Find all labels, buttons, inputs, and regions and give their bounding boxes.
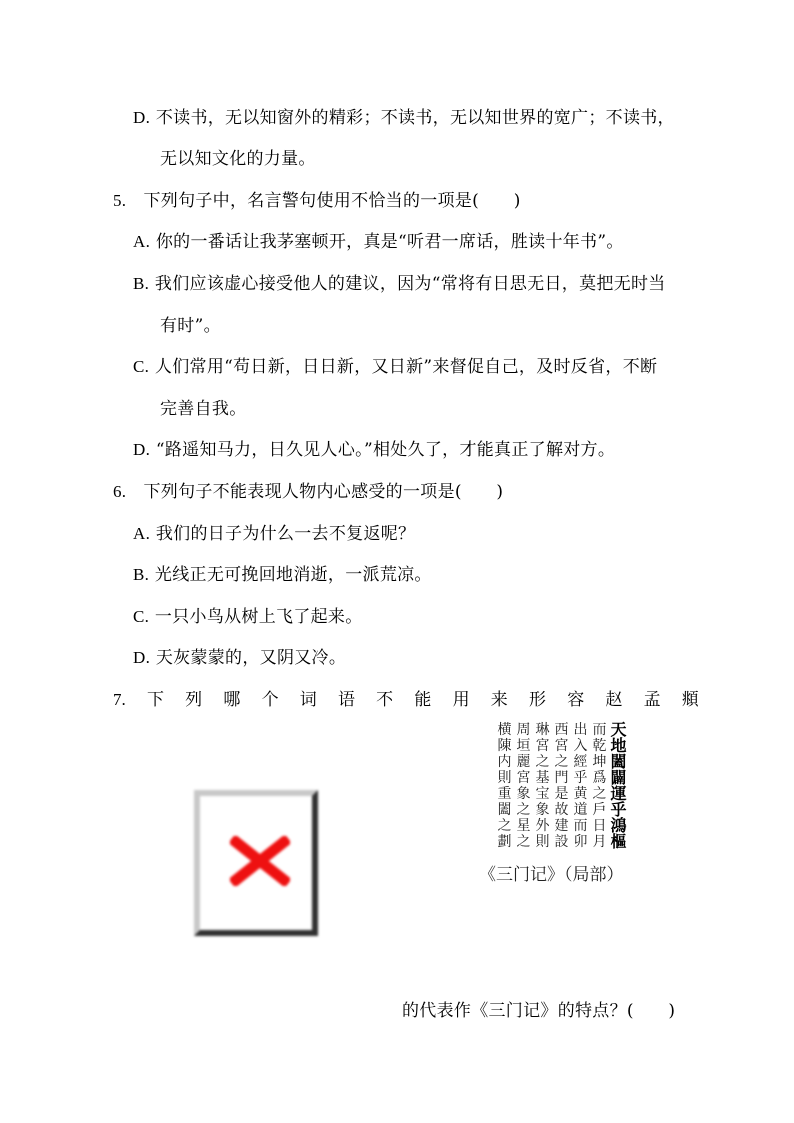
stem-char: 形 bbox=[528, 690, 546, 710]
option-letter: A. bbox=[133, 524, 151, 543]
question-text: 下列句子不能表现人物内心感受的一项是( ) bbox=[143, 482, 504, 502]
option-text: 人们常用“苟日新，日日新，又日新”来督促自己，及时反省，不断 bbox=[154, 357, 658, 377]
calligraphy-column: 而 乾 坤 爲 之 戶 日 月 bbox=[592, 722, 607, 850]
q5-option-b-line2: 有时”。 bbox=[160, 316, 221, 336]
option-letter: D. bbox=[133, 440, 151, 459]
question-text: 下列句子中，名言警句使用不恰当的一项是( ) bbox=[143, 191, 521, 211]
stem-char: 用 bbox=[452, 690, 470, 710]
option-text: 我们的日子为什么一去不复返呢？ bbox=[155, 524, 416, 544]
stem-char: 頫 bbox=[681, 690, 699, 710]
q6-option-d bbox=[133, 646, 346, 670]
option-text: 不读书，无以知窗外的精彩；不读书，无以知世界的宽广；不读书， bbox=[155, 108, 675, 128]
stem-char: 来 bbox=[490, 690, 508, 710]
question-number: 7. bbox=[113, 690, 126, 709]
stem-char: 列 bbox=[185, 690, 203, 710]
question-7-stem-end: 的代表作《三门记》的特点？( ) bbox=[402, 1001, 676, 1021]
q4-option-d bbox=[133, 106, 675, 130]
option-text: 一只小鸟从树上飞了起来。 bbox=[154, 607, 363, 627]
option-letter: D. bbox=[133, 108, 151, 127]
q5-option-c-line2: 完善自我。 bbox=[160, 399, 247, 419]
option-letter: B. bbox=[133, 565, 150, 584]
q5-option-c bbox=[133, 355, 657, 379]
broken-image-icon bbox=[194, 790, 318, 936]
option-letter: C. bbox=[133, 357, 150, 376]
stem-char: 哪 bbox=[223, 690, 241, 710]
stem-char: 容 bbox=[567, 690, 585, 710]
q5-option-b bbox=[133, 272, 666, 296]
calligraphy-column: 周 垣 麗 宮 象 之 星 之 bbox=[516, 722, 531, 850]
question-6-stem bbox=[113, 480, 503, 504]
stem-char: 个 bbox=[261, 690, 279, 710]
calligraphy-column: 天 地 闔 闢 運 乎 鴻 樞 bbox=[610, 720, 627, 851]
option-text: 我们应该虚心接受他人的建议，因为“常将有日思无日，莫把无时当 bbox=[154, 274, 666, 294]
question-number: 6. bbox=[113, 482, 127, 501]
question-5-stem bbox=[113, 189, 521, 213]
q6-option-a bbox=[133, 522, 415, 546]
option-letter: D. bbox=[133, 648, 151, 667]
option-letter: A. bbox=[133, 232, 151, 251]
option-text: “路遥知马力，日久见人心。”相处久了，才能真正了解对方。 bbox=[155, 440, 616, 460]
stem-char: 下 bbox=[146, 690, 164, 710]
calligraphy-column: 西 宮 之 門 是 故 建 設 bbox=[554, 722, 569, 850]
option-letter: B. bbox=[133, 274, 150, 293]
calligraphy-image bbox=[496, 722, 627, 850]
stem-char: 不 bbox=[376, 690, 394, 710]
q6-option-c bbox=[133, 605, 363, 629]
option-text: 天灰蒙蒙的，又阴又冷。 bbox=[155, 648, 347, 668]
calligraphy-column: 横 陳 内 則 重 闔 之 劃 bbox=[497, 722, 512, 850]
option-text: 你的一番话让我茅塞顿开，真是“听君一席话，胜读十年书”。 bbox=[155, 232, 624, 252]
red-x-icon bbox=[230, 836, 290, 886]
option-letter: C. bbox=[133, 607, 150, 626]
stem-char: 能 bbox=[414, 690, 432, 710]
question-number: 5. bbox=[113, 191, 127, 210]
q4-option-d-line2: 无以知文化的力量。 bbox=[160, 149, 316, 169]
calligraphy-column: 出 入 經 乎 黄 道 而 卯 bbox=[573, 722, 588, 850]
q5-option-a bbox=[133, 230, 624, 254]
stem-char: 孟 bbox=[643, 690, 661, 710]
stem-char: 语 bbox=[337, 690, 355, 710]
option-text: 光线正无可挽回地消逝，一派荒凉。 bbox=[154, 565, 432, 585]
q6-option-b bbox=[133, 563, 432, 587]
calligraphy-caption: 《三门记》（局部） bbox=[479, 865, 624, 885]
calligraphy-column: 琳 宮 之 基 宝 象 外 則 bbox=[535, 722, 550, 850]
stem-char: 词 bbox=[299, 690, 317, 710]
stem-char: 赵 bbox=[605, 690, 623, 710]
q5-option-d bbox=[133, 438, 615, 462]
question-7-stem bbox=[113, 688, 699, 712]
